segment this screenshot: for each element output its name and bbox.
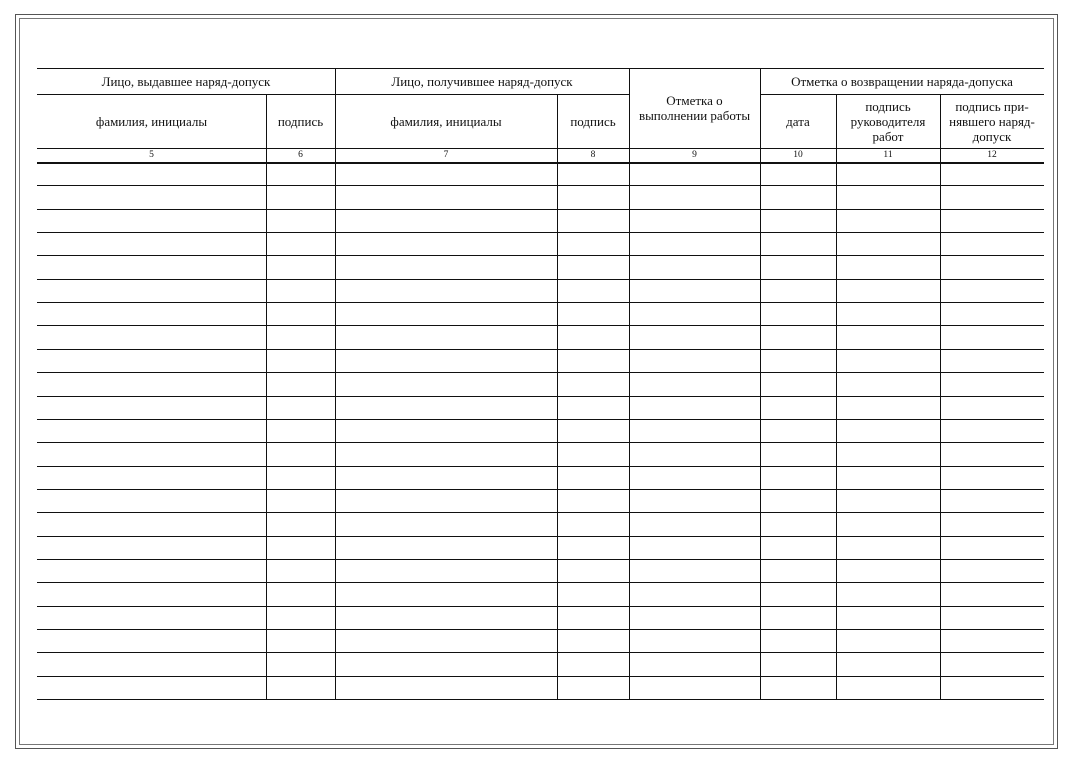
col-12-header: подпись при-нявшего наряд-допуск	[949, 98, 1035, 144]
issuer-group-header: Лицо, выдавшее наряд-допуск	[101, 73, 271, 89]
col-divider-7-8	[557, 94, 558, 700]
col-divider-10-11	[836, 94, 837, 700]
table-row-line	[37, 652, 1044, 653]
table-row-line	[37, 629, 1044, 630]
table-row-line	[37, 536, 1044, 537]
col-number: 6	[298, 150, 303, 160]
table-row-line	[37, 302, 1044, 303]
header-bottom-line	[37, 162, 1044, 164]
col-divider-5-6	[266, 94, 267, 700]
table-row-line	[37, 512, 1044, 513]
table-row-line	[37, 372, 1044, 373]
table-row-line	[37, 676, 1044, 677]
table-row-line	[37, 699, 1044, 700]
return-group-header: Отметка о возвращении наряда-допуска	[791, 73, 1013, 89]
col-number: 10	[793, 150, 803, 160]
col-7-header: фамилия, инициалы	[390, 113, 502, 129]
table-row-line	[37, 279, 1044, 280]
col-6-header: подпись	[277, 113, 324, 129]
col-number: 7	[443, 150, 449, 160]
work-permit-log-table	[37, 68, 1044, 699]
table-row-line	[37, 442, 1044, 443]
table-row-line	[37, 582, 1044, 583]
table-row-line	[37, 466, 1044, 467]
col-11-header: подпись руководителя работ	[850, 98, 926, 144]
completion-mark-header: Отметка о выполнении работы	[638, 93, 751, 123]
table-row-line	[37, 232, 1044, 233]
table-row-line	[37, 209, 1044, 210]
col-5-header: фамилия, инициалы	[95, 113, 208, 129]
col-number: 8	[590, 150, 596, 160]
table-row-line	[37, 419, 1044, 420]
col-10-header: дата	[786, 113, 810, 129]
col-divider-11-12	[940, 94, 941, 700]
receiver-group-header: Лицо, получившее наряд-допуск	[391, 73, 573, 89]
col-number: 11	[883, 150, 893, 160]
table-row-line	[37, 185, 1044, 186]
table-row-line	[37, 489, 1044, 490]
col-divider-9-10	[760, 68, 761, 700]
col-divider-6-7	[335, 68, 336, 700]
table-row-line	[37, 255, 1044, 256]
col-number: 9	[692, 150, 697, 160]
table-row-line	[37, 349, 1044, 350]
col-8-header: подпись	[570, 113, 616, 129]
table-row-line	[37, 325, 1044, 326]
col-number: 12	[987, 150, 997, 160]
table-row-line	[37, 396, 1044, 397]
table-row-line	[37, 559, 1044, 560]
table-row-line	[37, 606, 1044, 607]
col-divider-8-9	[629, 68, 630, 700]
col-number: 5	[149, 150, 154, 160]
